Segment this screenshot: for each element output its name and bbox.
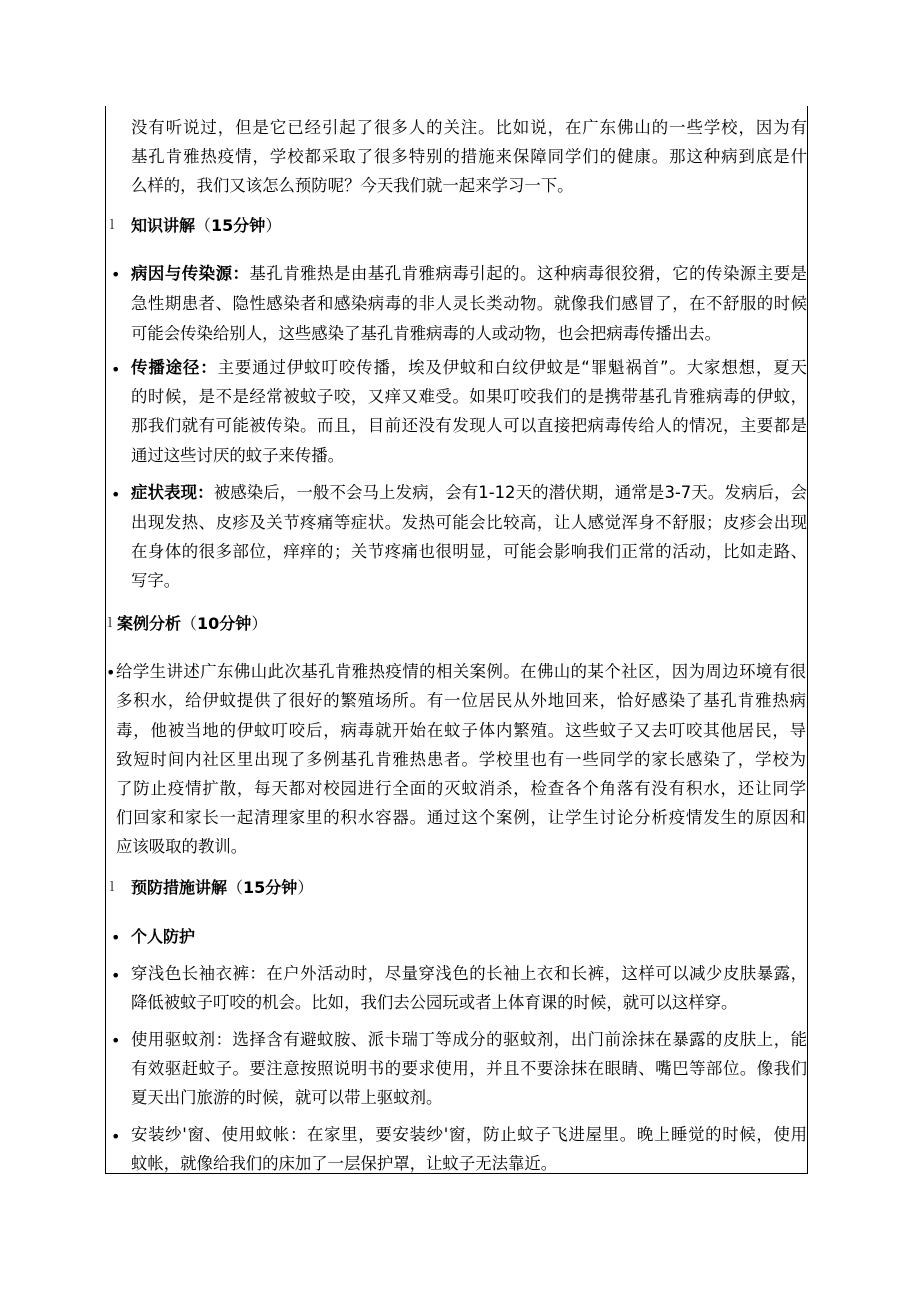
bullet: • [111, 966, 121, 985]
case-line-2: 多积水，给伊蚊提供了很好的繁殖场所。有一位居民从外地回来，恰好感染了基孔肯雅热病 [116, 691, 806, 710]
duration-number: 15 [211, 216, 234, 235]
bullet: • [111, 360, 121, 379]
p2-line-3: 夏天出门旅游的时候，就可以带上驱蚊剂。 [131, 1088, 443, 1107]
duration-open: （ [195, 216, 212, 235]
bullet: • [111, 928, 121, 947]
p3-line-2: 蚊帐，就像给我们的床加了一层保护罩，让蚊子无法靠近。 [131, 1154, 558, 1173]
case-line-1: 给学生讲述广东佛山此次基孔肯雅热疫情的相关案例。在佛山的某个社区，因为周边环境有很 [116, 662, 806, 681]
item2-text-1: 主要通过伊蚊叮咬传播，埃及伊蚊和白纹伊蚊是“罪魁祸首”。大家想想，夏天 [217, 358, 807, 377]
p1-line-1: 穿浅色长袖衣裤：在户外活动时，尽量穿浅色的长袖上衣和长裤，这样可以减少皮肤暴露， [131, 964, 807, 983]
section-marker-2: l [108, 616, 113, 631]
intro-line-1: 没有听说过，但是它已经引起了很多人的关注。比如说，在广东佛山的一些学校，因为有 [131, 118, 807, 137]
item3-line-1 [131, 483, 807, 503]
section-heading-knowledge [131, 216, 281, 236]
duration-number: 15 [243, 878, 266, 897]
duration-number: 10 [197, 614, 220, 633]
p1-line-2: 降低被蚊子叮咬的机会。比如，我们去公园玩或者上体育课的时候，就可以这样穿。 [131, 993, 738, 1012]
duration-open: （ [227, 878, 244, 897]
p2-line-2: 有效驱赶蚊子。要注意按照说明书的要求使用，并且不要涂抹在眼睛、嘴巴等部位。像我们 [131, 1059, 807, 1078]
item3-line-2: 出现发热、皮疹及关节疼痛等症状。发热可能会比较高，让人感觉浑身不舒服；皮疹会出现 [131, 513, 807, 532]
intro-line-2: 基孔肯雅热疫情，学校都采取了很多特别的措施来保障同学们的健康。那这种病到底是什 [131, 147, 807, 166]
item2-line-1 [131, 358, 807, 378]
item2-line-3: 那我们就有可能被传染。而且，目前还没有发现人可以直接把病毒传给人的情况，主要都是 [131, 416, 807, 435]
case-line-4: 致短时间内社区里出现了多例基孔肯雅热患者。学校里也有一些同学的家长感染了，学校为 [116, 750, 806, 769]
section-marker-1: l [110, 218, 115, 233]
section-marker-3: l [110, 880, 115, 895]
item2-label: 传播途径： [131, 358, 218, 377]
bullet: • [111, 1031, 121, 1050]
duration-close: ） [251, 614, 268, 633]
bullet: • [111, 485, 121, 504]
item1-line-1 [131, 264, 807, 284]
section-title: 案例分析 [117, 614, 182, 633]
duration-unit: 分钟 [233, 216, 266, 235]
item3-text-1: 被感染后，一般不会马上发病，会有1-12天的潜伏期，通常是3-7天。发病后，会 [213, 483, 807, 502]
p3-line-1: 安装纱'窗、使用蚊帐：在家里，要安装纱'窗，防止蚊子飞进屋里。晚上睡觉的时候，使用 [131, 1125, 807, 1144]
item1-label: 病因与传染源： [131, 264, 250, 283]
item3-line-4: 写字。 [131, 571, 181, 590]
item1-text-1: 基孔肯雅热是由基孔肯雅病毒引起的。这种病毒很狡猾，它的传染源主要是 [249, 264, 808, 283]
case-line-7: 应该吸取的教训。 [116, 837, 248, 856]
case-line-6: 们回家和家长一起清理家里的积水容器。通过这个案例，让学生讨论分析疫情发生的原因和 [116, 808, 806, 827]
duration-close: ） [265, 216, 282, 235]
item3-label: 症状表现： [131, 483, 214, 502]
case-line-5: 了防止疫情扩散，每天都对校园进行全面的灭蚊消杀，检查各个角落有没有积水，还让同学 [116, 779, 806, 798]
case-line-3: 毒，他被当地的伊蚊叮咬后，病毒就开始在蚊子体内繁殖。这些蚊子又去叮咬其他居民，导 [116, 721, 806, 740]
item2-line-2: 的时候，是不是经常被蚊子咬，又痒又难受。如果叮咬我们的是携带基孔肯雅病毒的伊蚊， [131, 387, 807, 406]
item3-line-3: 在身体的很多部位，痒痒的；关节疼痛也很明显，可能会影响我们正常的活动，比如走路、 [131, 542, 807, 561]
bullet: • [111, 265, 121, 284]
section-title: 预防措施讲解 [131, 878, 228, 897]
bullet: • [106, 663, 116, 682]
subheading-personal-protection: 个人防护 [131, 927, 196, 946]
section-heading-prevention [131, 878, 313, 898]
duration-close: ） [297, 878, 314, 897]
p2-line-1: 使用驱蚊剂：选择含有避蚊胺、派卡瑞丁等成分的驱蚊剂，出门前涂抹在暴露的皮肤上，能 [131, 1030, 807, 1049]
intro-line-3: 么样的，我们又该怎么预防呢？今天我们就一起来学习一下。 [131, 176, 574, 195]
section-title: 知识讲解 [131, 216, 196, 235]
duration-unit: 分钟 [219, 614, 252, 633]
duration-unit: 分钟 [265, 878, 298, 897]
section-heading-case [117, 614, 267, 634]
item1-line-3: 可能会传染给别人，这些感染了基孔肯雅病毒的人或动物，也会把病毒传播出去。 [131, 324, 722, 343]
duration-open: （ [181, 614, 198, 633]
item2-line-4: 通过这些讨厌的蚊子来传播。 [131, 446, 345, 465]
bullet: • [111, 1127, 121, 1146]
item1-line-2: 急性期患者、隐性感染者和感染病毒的非人灵长类动物。就像我们感冒了，在不舒服的时候 [131, 294, 807, 313]
